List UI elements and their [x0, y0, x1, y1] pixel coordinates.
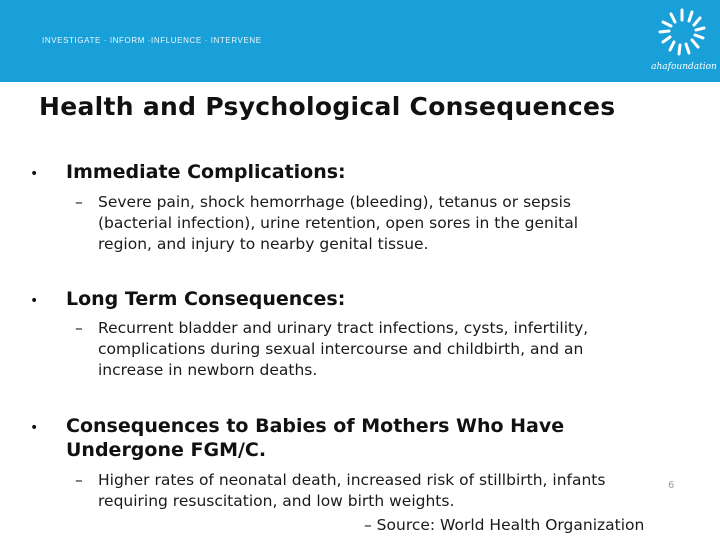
foundation-logo	[648, 2, 720, 80]
header-banner	[0, 0, 720, 82]
sub-line: complications during sexual intercourse and childbirth, and an	[98, 340, 584, 358]
bullet-dot: •	[30, 166, 39, 182]
bullet-heading: Consequences to Babies of Mothers Who Have	[66, 415, 565, 437]
bullet-dot: •	[30, 293, 39, 309]
sub-line: requiring resuscitation, and low birth weights.	[98, 492, 455, 510]
dash: –	[75, 471, 83, 489]
logo-text: ahafoundation	[651, 62, 717, 72]
bullet-heading: Immediate Complications:	[66, 161, 346, 183]
bullet-dot: •	[30, 420, 39, 436]
bullet-heading: Long Term Consequences:	[66, 288, 346, 310]
slide-number: 6	[668, 480, 675, 491]
sub-line: (bacterial infection), urine retention, open sores in the genital	[98, 214, 579, 232]
sub-line: region, and injury to nearby genital tissue.	[98, 235, 429, 253]
sunburst-icon	[652, 4, 712, 60]
sub-line: Recurrent bladder and urinary tract infections, cysts, infertility,	[98, 319, 589, 337]
sub-line: Severe pain, shock hemorrhage (bleeding), tetanus or sepsis	[98, 193, 571, 211]
sub-line: Higher rates of neonatal death, increased risk of stillbirth, infants	[98, 471, 606, 489]
bullet-heading: Undergone FGM/C.	[66, 439, 267, 461]
sub-line: increase in newborn deaths.	[98, 361, 318, 379]
tagline: INVESTIGATE · INFORM ·INFLUENCE · INTERVENE	[42, 36, 262, 45]
dash: –	[75, 319, 83, 337]
slide-title: Health and Psychological Consequences	[39, 92, 616, 121]
source-citation: – Source: World Health Organization	[364, 516, 645, 534]
dash: –	[75, 193, 83, 211]
